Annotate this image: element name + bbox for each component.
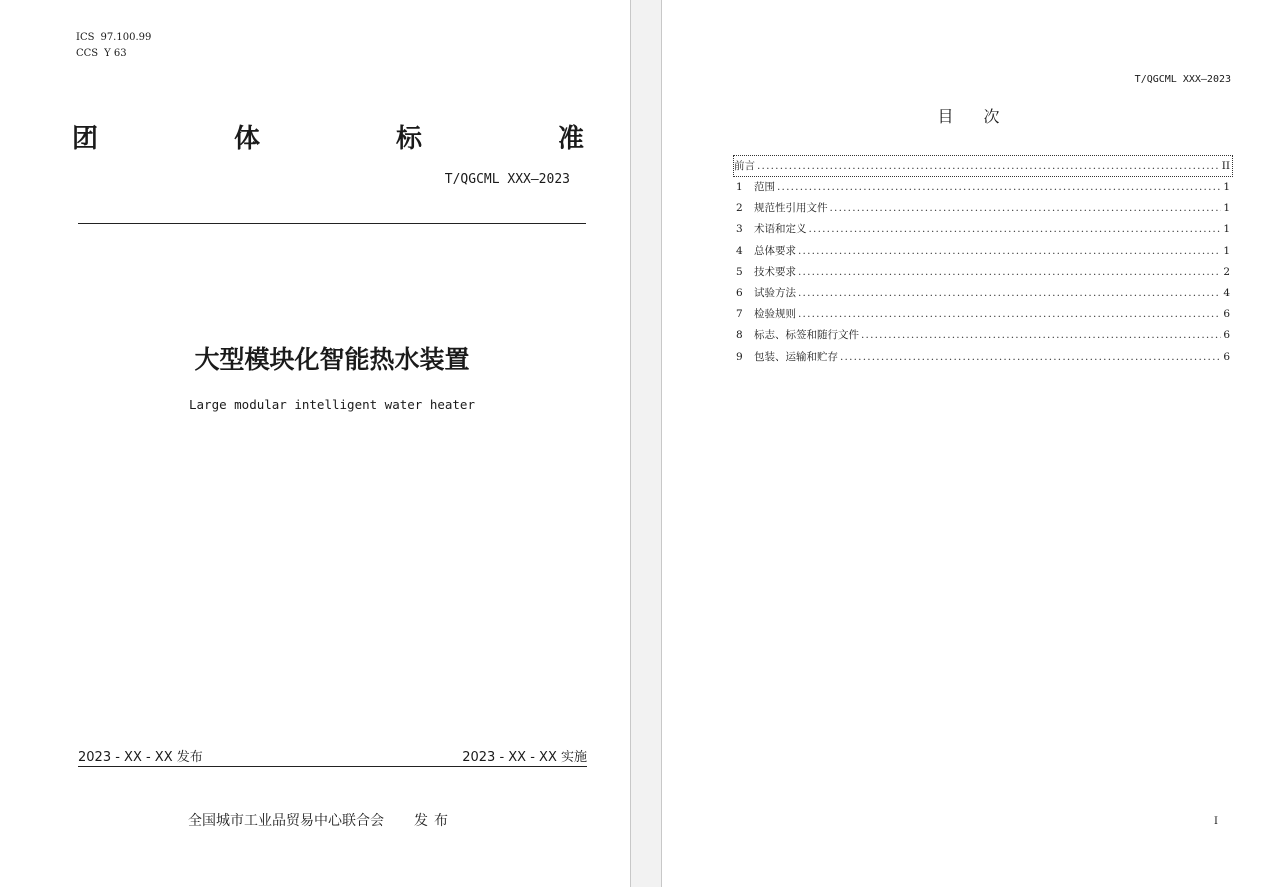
toc-entry-number: 2 bbox=[736, 202, 743, 215]
toc-entry-page: 2 bbox=[1223, 265, 1230, 278]
toc-dot-leader bbox=[809, 219, 1222, 240]
ics-value: 97.100.99 bbox=[100, 32, 152, 43]
toc-dot-leader bbox=[798, 283, 1221, 304]
toc-entry-terms-definitions[interactable] bbox=[734, 219, 1232, 240]
ccs-value: Y 63 bbox=[104, 48, 127, 59]
toc-entry-foreword[interactable] bbox=[734, 156, 1232, 176]
toc-entry-page: 6 bbox=[1223, 308, 1230, 321]
toc-entry-page: 1 bbox=[1223, 181, 1230, 193]
toc-entry-general-requirements[interactable] bbox=[734, 241, 1232, 262]
ccs-code bbox=[76, 46, 151, 62]
toc-dot-leader bbox=[840, 347, 1221, 368]
toc-entry-normative-references[interactable] bbox=[734, 198, 1232, 219]
standard-number: T/QGCML XXX—2023 bbox=[444, 172, 570, 187]
toc-entry-technical-requirements[interactable] bbox=[734, 262, 1232, 283]
toc-entry-page: II bbox=[1221, 160, 1230, 172]
page-header-number: T/QGCML XXX—2023 bbox=[1134, 74, 1231, 85]
standard-kind-char: 标 bbox=[395, 124, 422, 154]
toc-page bbox=[661, 0, 1287, 887]
toc-entry-inspection-rules[interactable] bbox=[734, 304, 1232, 325]
toc-entry-page: 4 bbox=[1223, 286, 1230, 299]
toc-list bbox=[734, 156, 1232, 368]
toc-entry-number: 9 bbox=[736, 350, 743, 363]
toc-dot-leader bbox=[861, 325, 1221, 346]
toc-dot-leader bbox=[798, 262, 1221, 283]
toc-entry-packaging-storage[interactable] bbox=[734, 347, 1232, 368]
toc-entry-label: 术语和定义 bbox=[754, 223, 807, 236]
publisher-name: 全国城市工业品贸易中心联合会 bbox=[188, 813, 384, 829]
classification-codes bbox=[76, 30, 151, 62]
publish-word: 发布 bbox=[414, 813, 454, 829]
footer-divider bbox=[78, 766, 587, 767]
toc-title: 目次 bbox=[937, 107, 1030, 126]
toc-entry-page: 6 bbox=[1223, 329, 1230, 342]
toc-entry-label: 标志、标签和随行文件 bbox=[754, 329, 859, 342]
toc-entry-number: 7 bbox=[736, 308, 743, 321]
toc-entry-number: 1 bbox=[736, 181, 743, 193]
toc-entry-page: 1 bbox=[1223, 244, 1230, 257]
toc-dot-leader bbox=[798, 304, 1221, 325]
document-title-en: Large modular intelligent water heater bbox=[189, 397, 475, 412]
toc-entry-number: 5 bbox=[736, 265, 743, 278]
toc-entry-label: 试验方法 bbox=[754, 286, 796, 299]
standard-kind-heading bbox=[72, 118, 584, 155]
toc-entry-label: 技术要求 bbox=[754, 265, 796, 278]
toc-entry-label: 前言 bbox=[734, 160, 755, 172]
cover-page bbox=[0, 0, 631, 887]
page-footer-number: I bbox=[1214, 816, 1218, 827]
toc-entry-test-methods[interactable] bbox=[734, 283, 1232, 304]
toc-dot-leader bbox=[798, 241, 1221, 262]
toc-entry-number: 6 bbox=[736, 286, 743, 299]
toc-entry-label: 规范性引用文件 bbox=[754, 202, 828, 215]
toc-entry-marking-labels[interactable] bbox=[734, 325, 1232, 346]
toc-entry-number: 3 bbox=[736, 223, 743, 236]
header-divider bbox=[78, 223, 586, 224]
toc-entry-label: 检验规则 bbox=[754, 308, 796, 321]
toc-dot-leader bbox=[757, 156, 1220, 176]
toc-entry-label: 包装、运输和贮存 bbox=[754, 350, 838, 363]
toc-entry-label: 范围 bbox=[754, 181, 775, 193]
toc-entry-page: 1 bbox=[1223, 202, 1230, 215]
publisher bbox=[188, 810, 454, 830]
date-row bbox=[78, 746, 587, 765]
standard-kind-char: 准 bbox=[557, 124, 584, 154]
toc-entry-page: 6 bbox=[1223, 350, 1230, 363]
toc-entry-scope[interactable] bbox=[734, 177, 1232, 198]
implement-date: 2023 - XX - XX 实施 bbox=[462, 750, 587, 765]
standard-kind-char: 体 bbox=[233, 124, 260, 154]
toc-entry-number: 8 bbox=[736, 329, 743, 342]
toc-dot-leader bbox=[777, 177, 1221, 198]
toc-entry-page: 1 bbox=[1223, 223, 1230, 236]
document-title-cn: 大型模块化智能热水装置 bbox=[194, 345, 470, 374]
standard-kind-char: 团 bbox=[72, 124, 99, 154]
publish-date: 2023 - XX - XX 发布 bbox=[78, 750, 203, 765]
toc-dot-leader bbox=[830, 198, 1222, 219]
ccs-label: CCS bbox=[76, 48, 99, 59]
ics-code bbox=[76, 30, 151, 46]
toc-entry-number: 4 bbox=[736, 244, 743, 257]
toc-entry-label: 总体要求 bbox=[754, 244, 796, 257]
ics-label: ICS bbox=[76, 32, 95, 43]
